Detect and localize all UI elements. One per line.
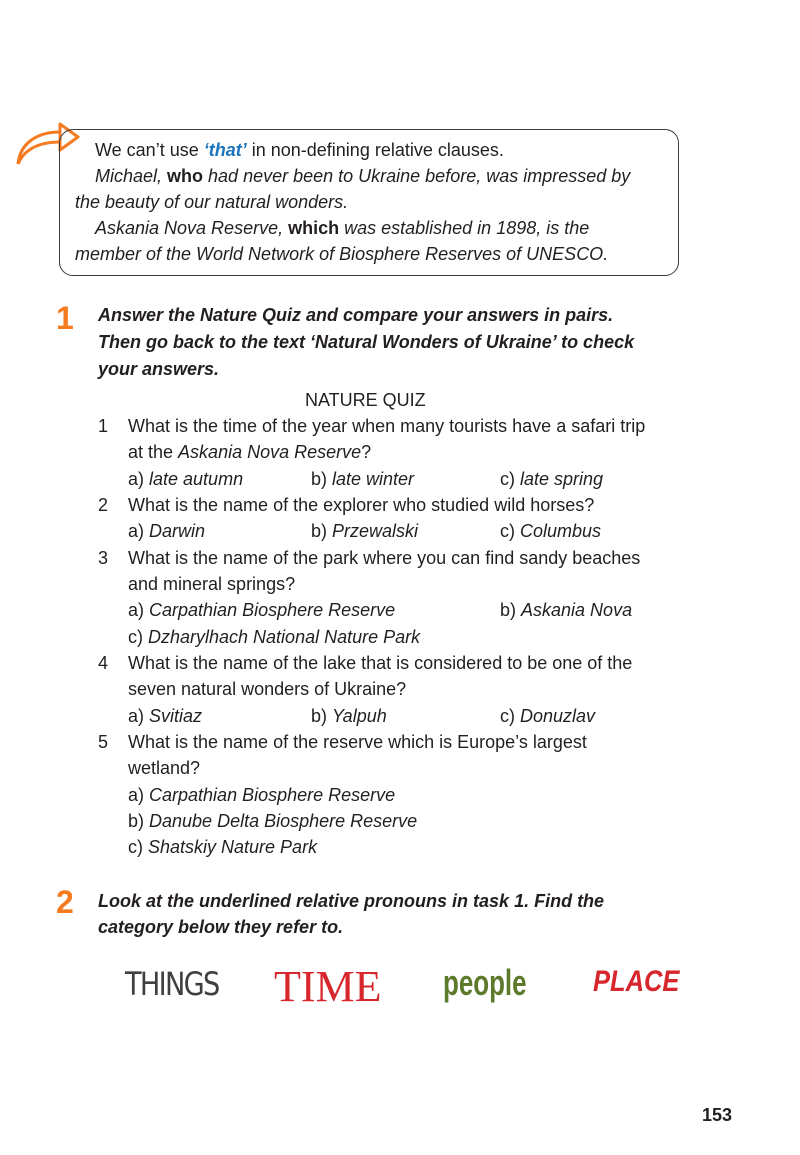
answer-option-a: a) Svitiaz — [128, 706, 203, 726]
question-number: 1 — [98, 416, 109, 436]
task1-instruction-line-3: your answers. — [98, 359, 220, 379]
answer-option-b: b) Askania Nova — [500, 600, 633, 620]
answer-option-c: c) Donuzlav — [500, 706, 596, 726]
question-1-line-2: at the Askania Nova Reserve? — [128, 442, 372, 462]
answer-option-c: c) Shatskiy Nature Park — [128, 837, 318, 857]
note-example-1: Michael, who had never been to Ukraine before, was impressed by — [95, 166, 631, 186]
category-place: PLACE — [593, 965, 680, 998]
question-4-line-2: seven natural wonders of Ukraine? — [128, 679, 407, 699]
answer-option-c: c) Columbus — [500, 521, 602, 541]
question-number: 2 — [98, 495, 109, 515]
task-number-2: 2 — [56, 884, 74, 920]
answer-option-a: a) Darwin — [128, 521, 206, 541]
note-rule: We can’t use ‘that’ in non-defining relative clauses. — [95, 140, 504, 160]
task1-instruction-line-1: Answer the Nature Quiz and compare your answers in pairs. — [98, 305, 614, 325]
page-number: 153 — [701, 1105, 732, 1125]
note-example-2-cont: member of the World Network of Biosphere Reserves of UNESCO. — [75, 244, 609, 264]
answer-option-b: b) Yalpuh — [311, 706, 387, 726]
question-5-line-1: What is the name of the reserve which is Europe’s largest — [128, 732, 587, 752]
answer-option-b: b) Danube Delta Biosphere Reserve — [128, 811, 418, 831]
question-5-line-2: wetland? — [128, 758, 201, 778]
question-3-line-1: What is the name of the park where you can find sandy beaches — [128, 548, 641, 568]
answer-option-b: b) late winter — [311, 469, 415, 489]
answer-option-a: a) Carpathian Biosphere Reserve — [128, 600, 396, 620]
category-time: TIME — [274, 962, 382, 1011]
task2-instruction-line-1: Look at the underlined relative pronouns in task 1. Find the — [98, 891, 605, 911]
category-people: people — [443, 962, 527, 1003]
answer-option-c: c) late spring — [500, 469, 604, 489]
task1-instruction-line-2: Then go back to the text ‘Natural Wonders of Ukraine’ to check — [98, 332, 635, 352]
quiz-title: NATURE QUIZ — [305, 390, 426, 410]
answer-option-c: c) Dzharylhach National Nature Park — [128, 627, 421, 647]
question-4-line-1: What is the name of the lake that is considered to be one of the — [128, 653, 633, 673]
question-number: 4 — [98, 653, 109, 673]
answer-option-b: b) Przewalski — [311, 521, 419, 541]
category-things: THINGS — [125, 965, 219, 1003]
question-number: 5 — [98, 732, 109, 752]
question-2-line-1: What is the name of the explorer who studied wild horses? — [128, 495, 595, 515]
answer-option-a: a) Carpathian Biosphere Reserve — [128, 785, 396, 805]
question-1-line-1: What is the time of the year when many tourists have a safari trip — [128, 416, 646, 436]
answer-option-a: a) late autumn — [128, 469, 244, 489]
note-example-1-cont: the beauty of our natural wonders. — [75, 192, 349, 212]
task-number-1: 1 — [56, 300, 74, 336]
question-number: 3 — [98, 548, 109, 568]
task2-instruction-line-2: category below they refer to. — [98, 917, 344, 937]
question-3-line-2: and mineral springs? — [128, 574, 296, 594]
note-example-2: Askania Nova Reserve, which was established in 1898, is the — [95, 218, 590, 238]
